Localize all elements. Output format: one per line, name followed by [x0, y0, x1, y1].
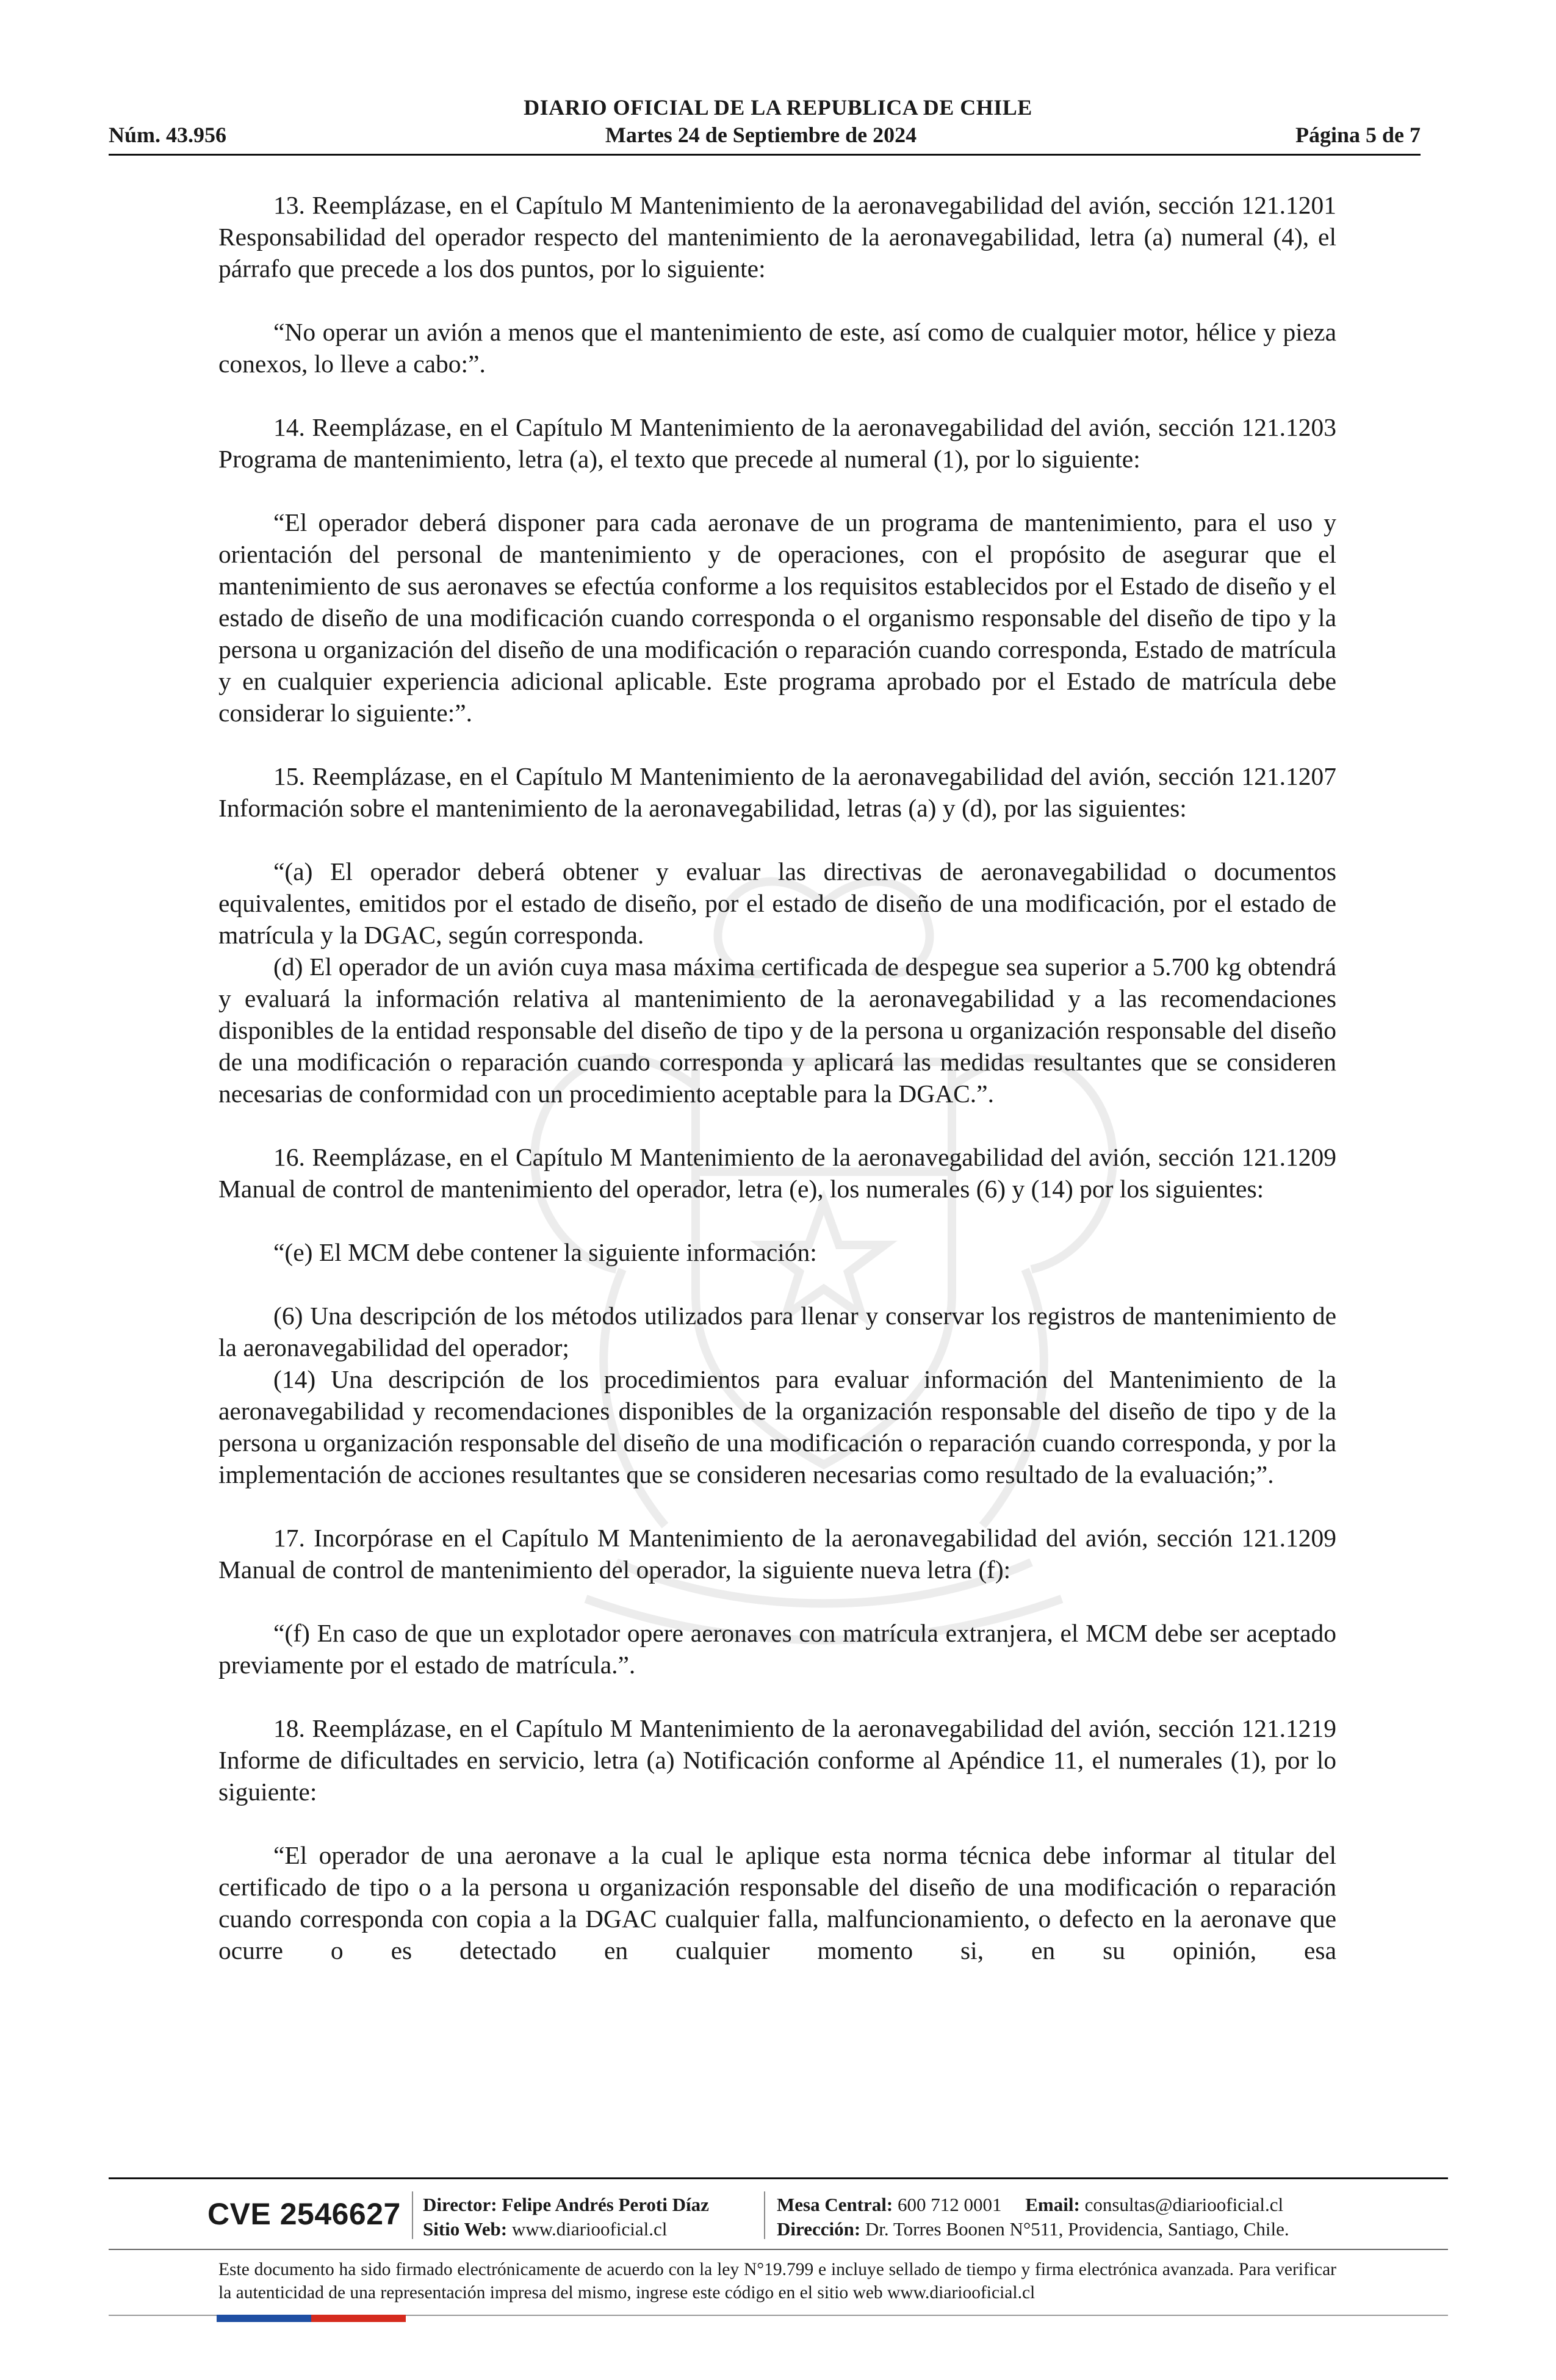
director-line [423, 2193, 709, 2217]
flag-blue-segment [217, 2315, 311, 2322]
address-label: Dirección: [777, 2218, 861, 2240]
header-rule [109, 154, 1421, 156]
paragraph-15-letter-a: “(a) El operador deberá obtener y evaluar las directivas de aeronavegabilidad o documentos equivalentes, emitidos por el estado de diseño, por el estado de diseño de una modificación, por el estado de matrícula y la DGAC, según corresponda. [218, 857, 1336, 949]
footer-info [109, 2188, 1448, 2243]
website-line [423, 2217, 709, 2241]
footer-divider [764, 2191, 765, 2239]
website-link[interactable]: www.diariooficial.cl [511, 2218, 668, 2240]
email-label: Email: [1025, 2194, 1080, 2215]
director-name: Felipe Andrés Peroti Díaz [502, 2194, 709, 2215]
gazette-title: DIARIO OFICIAL DE LA REPUBLICA DE CHILE [524, 95, 1032, 120]
footer-rule-mid [109, 2249, 1448, 2250]
flag-red-segment [311, 2315, 406, 2322]
paragraph-14-quote: “El operador deberá disponer para cada aeronave de un programa de mantenimiento, para el uso y orientación del personal de mantenimiento y de operaciones, con el propósito de asegurar que el mantenimiento de sus aeronaves se efectúa conforme a los requisitos establecidos por el Estado de diseño y el estado de diseño de una modificación cuando corresponda o el organismo responsable del diseño de tipo y la persona u organización del diseño de una modificación o reparación cuando corresponda, Estado de matrícula y en cualquier experiencia adicional aplicable. Este programa aprobado por el Estado de matrícula debe considerar lo siguiente:”. [218, 508, 1336, 727]
paragraph-16-letter-e: “(e) El MCM debe contener la siguiente información: [273, 1238, 817, 1266]
paragraph-14: 14. Reemplázase, en el Capítulo M Mantenimiento de la aeronavegabilidad del avión, sección 121.1203 Programa de mantenimiento, letra (a), el texto que precede al numeral (1), por lo siguiente: [218, 413, 1336, 473]
director-label: Director: [423, 2194, 497, 2215]
document-body [218, 189, 1336, 1966]
header-row [109, 122, 1421, 148]
address-line [777, 2217, 1289, 2241]
paragraph-18-quote: “El operador de una aeronave a la cual le aplique esta norma técnica debe informar al titular del certificado de tipo o a la persona u organización responsable del diseño de una modificación o reparación cuando corresponda con copia a la DGAC cualquier falla, malfuncionamiento, o defecto en la aeronave que ocurre o es detectado en cualquier momento si, en su opinión, esa [218, 1841, 1336, 1964]
paragraph-13: 13. Reemplázase, en el Capítulo M Mantenimiento de la aeronavegabilidad del avión, sección 121.1201 Responsabilidad del operador respecto del mantenimiento de la aeronavegabilidad, letra (a) numeral (4), el párrafo que precede a los dos puntos, por lo siguiente: [218, 191, 1336, 283]
issue-date: Martes 24 de Septiembre de 2024 [605, 123, 917, 147]
footer-divider [412, 2191, 413, 2239]
paragraph-15: 15. Reemplázase, en el Capítulo M Mantenimiento de la aeronavegabilidad del avión, sección 121.1207 Información sobre el mantenimiento de la aeronavegabilidad, letras (a) y (d), por las siguientes: [218, 762, 1336, 822]
signature-note: Este documento ha sido firmado electrónicamente de acuerdo con la ley N°19.799 e incluye sellado de tiempo y firma electrónica avanzada. Para verificar la autenticidad de una representación impresa del mismo, ingrese este código en el sitio web www.diariooficial.cl [218, 2260, 1336, 2302]
paragraph-13-quote: “No operar un avión a menos que el mantenimiento de este, así como de cualquier motor, hélice y pieza conexos, lo lleve a cabo:”. [218, 318, 1336, 378]
page-number: Página 5 de 7 [1295, 123, 1421, 147]
paragraph-16-numeral-6: (6) Una descripción de los métodos utilizados para llenar y conservar los registros de mantenimiento de la aeronavegabilidad del operador; [218, 1302, 1336, 1361]
address-value: Dr. Torres Boonen N°511, Providencia, Santiago, Chile. [865, 2218, 1289, 2240]
footer-director-column [423, 2193, 709, 2241]
issue-number: Núm. 43.956 [109, 123, 227, 147]
paragraph-17-letter-f: “(f) En caso de que un explotador opere aeronaves con matrícula extranjera, el MCM debe ser aceptado previamente por el estado de matrícula.”. [218, 1619, 1336, 1679]
mesa-label: Mesa Central: [777, 2194, 893, 2215]
footer-contact-column [777, 2193, 1289, 2241]
paragraph-17: 17. Incorpórase en el Capítulo M Mantenimiento de la aeronavegabilidad del avión, sección 121.1209 Manual de control de mantenimiento del operador, la siguiente nueva letra (f): [218, 1524, 1336, 1584]
contact-line [777, 2193, 1289, 2217]
flag-color-bar [217, 2315, 406, 2322]
cve-code: CVE 2546627 [207, 2197, 401, 2231]
paragraph-18: 18. Reemplázase, en el Capítulo M Mantenimiento de la aeronavegabilidad del avión, sección 121.1219 Informe de dificultades en servicio, letra (a) Notificación conforme al Apéndice 11, el numerales (1), por lo siguiente: [218, 1714, 1336, 1806]
footer-rule-top [109, 2177, 1448, 2179]
mesa-phone: 600 712 0001 [898, 2194, 1002, 2215]
paragraph-15-letter-d: (d) El operador de un avión cuya masa máxima certificada de despegue sea superior a 5.700 kg obtendrá y evaluará la información relativa al mantenimiento de la aeronavegabilidad y a las recomendaciones disponibles de la entidad responsable del diseño de tipo y de la persona u organización responsable del diseño de una modificación o reparación cuando corresponda y aplicará las medidas resultantes que se consideren necesarias de conformidad con un procedimiento aceptable para la DGAC.”. [218, 953, 1336, 1108]
paragraph-16: 16. Reemplázase, en el Capítulo M Mantenimiento de la aeronavegabilidad del avión, sección 121.1209 Manual de control de mantenimiento del operador, letra (e), los numerales (6) y (14) por los siguientes: [218, 1143, 1336, 1203]
website-label: Sitio Web: [423, 2218, 508, 2240]
paragraph-16-numeral-14: (14) Una descripción de los procedimientos para evaluar información del Mantenimiento de la aeronavegabilidad y recomendaciones disponibles de la organización responsable del diseño de tipo y de la persona u organización responsable del diseño de una modificación o reparación cuando corresponda, y por la implementación de acciones resultantes que se consideren necesarias como resultado de la evaluación;”. [218, 1365, 1336, 1488]
email-link[interactable]: consultas@diariooficial.cl [1084, 2194, 1284, 2215]
